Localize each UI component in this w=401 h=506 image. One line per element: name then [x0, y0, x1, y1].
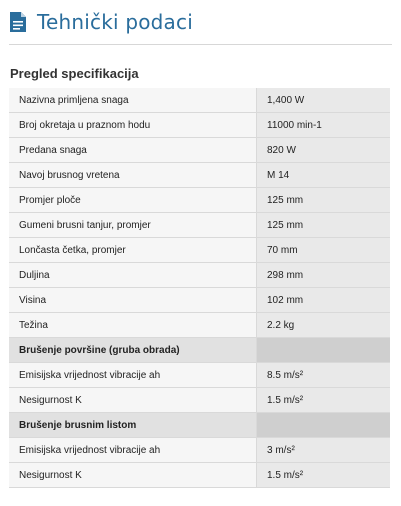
- spec-value: 70 mm: [257, 238, 391, 263]
- spec-label: Nesigurnost K: [9, 388, 257, 413]
- document-icon: [9, 11, 27, 33]
- spec-row: [9, 88, 390, 113]
- section-title: Pregled specifikacija: [10, 66, 139, 81]
- spec-label: Emisijska vrijednost vibracije ah: [9, 363, 257, 388]
- spec-label: Visina: [9, 288, 257, 313]
- spec-label: Broj okretaja u praznom hodu: [9, 113, 257, 138]
- spec-row: [9, 138, 390, 163]
- page-header: [9, 9, 193, 35]
- spec-group-row: [9, 413, 390, 438]
- spec-row: [9, 388, 390, 413]
- spec-group-label: Brušenje površine (gruba obrada): [9, 338, 257, 363]
- spec-row: [9, 163, 390, 188]
- spec-row: [9, 213, 390, 238]
- spec-value: 1.5 m/s²: [257, 463, 391, 488]
- spec-row: [9, 263, 390, 288]
- spec-row: [9, 363, 390, 388]
- spec-row: [9, 238, 390, 263]
- spec-label: Duljina: [9, 263, 257, 288]
- spec-value: 298 mm: [257, 263, 391, 288]
- spec-value: 102 mm: [257, 288, 391, 313]
- spec-value: 820 W: [257, 138, 391, 163]
- page-title: Tehnički podaci: [37, 10, 193, 34]
- spec-label: Težina: [9, 313, 257, 338]
- spec-value: 2.2 kg: [257, 313, 391, 338]
- spec-label: Emisijska vrijednost vibracije ah: [9, 438, 257, 463]
- spec-label: Gumeni brusni tanjur, promjer: [9, 213, 257, 238]
- spec-value: 1,400 W: [257, 88, 391, 113]
- spec-row: [9, 113, 390, 138]
- spec-row: [9, 188, 390, 213]
- spec-group-label: Brušenje brusnim listom: [9, 413, 257, 438]
- spec-value: 1.5 m/s²: [257, 388, 391, 413]
- spec-row: [9, 438, 390, 463]
- spec-row: [9, 463, 390, 488]
- spec-value: 3 m/s²: [257, 438, 391, 463]
- spec-label: Lončasta četka, promjer: [9, 238, 257, 263]
- spec-value: 11000 min-1: [257, 113, 391, 138]
- spec-value: 8.5 m/s²: [257, 363, 391, 388]
- spec-label: Promjer ploče: [9, 188, 257, 213]
- spec-label: Navoj brusnog vretena: [9, 163, 257, 188]
- spec-label: Nazivna primljena snaga: [9, 88, 257, 113]
- spec-label: Nesigurnost K: [9, 463, 257, 488]
- spec-label: Predana snaga: [9, 138, 257, 163]
- spec-group-value: [257, 413, 391, 438]
- spec-value: M 14: [257, 163, 391, 188]
- spec-value: 125 mm: [257, 213, 391, 238]
- spec-table: [9, 88, 390, 488]
- spec-row: [9, 313, 390, 338]
- spec-group-row: [9, 338, 390, 363]
- spec-group-value: [257, 338, 391, 363]
- header-divider: [9, 44, 392, 45]
- spec-row: [9, 288, 390, 313]
- spec-value: 125 mm: [257, 188, 391, 213]
